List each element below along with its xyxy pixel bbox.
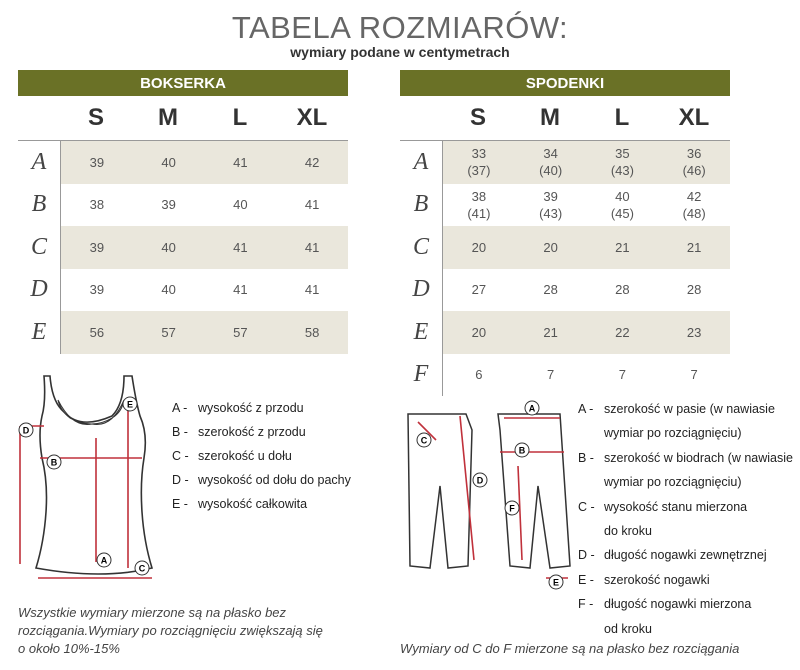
spodenki-size-row (400, 96, 730, 140)
row-values (442, 311, 730, 354)
bokserka-size-row (18, 96, 348, 140)
note-line: o około 10%-15% (18, 641, 120, 656)
cell-line: 28 (615, 282, 630, 298)
row-values (60, 141, 348, 184)
table-row (18, 184, 348, 227)
pants-outline-right (498, 414, 570, 568)
legend-item (172, 473, 351, 497)
row-label: D (30, 276, 48, 303)
size-header: XL (678, 104, 710, 131)
table-cell: 39 (89, 282, 105, 298)
table-cell (587, 281, 659, 298)
table-row (400, 269, 730, 312)
size-header: S (469, 104, 486, 131)
table-cell (515, 281, 587, 298)
table-cell (443, 324, 515, 341)
cell-line: 27 (471, 282, 487, 298)
table-cell (443, 366, 515, 383)
spodenki-table (400, 70, 730, 396)
marker-c-label: C (138, 563, 146, 574)
table-cell: 41 (233, 282, 248, 298)
pants-marker-a-label: A (528, 403, 536, 414)
legend-item (172, 497, 351, 521)
pants-marker-b-label: B (518, 445, 526, 456)
legend-key: B - (172, 425, 188, 439)
table-cell: 57 (161, 324, 176, 340)
table-cell (587, 366, 659, 383)
legend-key: C - (172, 449, 189, 463)
cell-line: 28 (543, 282, 558, 298)
cell-line: 20 (471, 239, 487, 255)
pants-diagram (400, 396, 576, 592)
spodenki-legend (578, 397, 793, 641)
legend-text-line: wysokość stanu mierzona (604, 499, 748, 514)
cell-line: 23 (686, 324, 702, 340)
legend-text-line: wymiar po rozciągnięciu) (604, 426, 742, 441)
size-header: XL (296, 104, 328, 131)
table-cell (515, 366, 587, 383)
table-cell: 41 (304, 282, 320, 298)
cell-line: (40) (539, 163, 563, 179)
bokserka-header: BOKSERKA (18, 70, 348, 96)
size-header: L (614, 104, 630, 131)
cell-line: 21 (615, 239, 630, 255)
row-values (60, 269, 348, 312)
table-cell: 56 (89, 324, 105, 340)
row-values (60, 184, 348, 227)
size-header: S (87, 104, 104, 131)
cell-line: (43) (610, 163, 634, 179)
row-values (60, 226, 348, 269)
marker-b-label: B (50, 457, 58, 468)
table-row (400, 141, 730, 184)
table-cell (443, 239, 515, 256)
table-cell: 41 (233, 154, 248, 170)
table-cell (587, 239, 659, 256)
table-row (400, 311, 730, 354)
legend-text-line: wymiar po rozciągnięciu) (604, 475, 742, 490)
table-cell: 39 (89, 154, 105, 170)
table-cell (658, 145, 730, 179)
table-cell (658, 324, 730, 341)
table-cell (658, 188, 730, 222)
cell-line: 20 (471, 324, 487, 340)
size-header: M (540, 104, 560, 131)
row-label: A (413, 148, 429, 175)
table-row (18, 141, 348, 184)
cell-line: 39 (543, 188, 558, 204)
cell-line: 20 (543, 239, 558, 255)
table-row (400, 184, 730, 227)
bokserka-note (18, 604, 323, 658)
cell-line: (46) (682, 163, 706, 179)
row-label: A (31, 148, 47, 175)
row-values (442, 184, 730, 227)
legend-key: F - (578, 597, 594, 612)
cell-line: 33 (471, 146, 487, 162)
marker-a-label: A (100, 555, 108, 566)
row-label: B (413, 191, 429, 218)
legend-key: D - (172, 473, 189, 487)
legend-text-line: szerokość w pasie (w nawiasie (604, 402, 775, 416)
table-cell (443, 145, 515, 179)
legend-item (578, 446, 793, 495)
legend-key: B - (578, 450, 594, 465)
cell-line: (41) (467, 205, 491, 221)
legend-key: A - (578, 402, 594, 416)
marker-d-label: D (22, 425, 30, 436)
legend-text-line: szerokość nogawki (604, 572, 710, 587)
size-header: M (158, 104, 178, 131)
table-cell (587, 145, 659, 179)
table-cell (515, 324, 587, 341)
cell-line: 40 (615, 188, 630, 204)
bokserka-legend (172, 401, 351, 521)
table-cell: 39 (161, 197, 176, 213)
table-cell (515, 188, 587, 222)
table-cell (587, 324, 659, 341)
pants-marker-d-label: D (476, 475, 484, 486)
legend-text: wysokość z przodu (198, 401, 304, 415)
table-cell: 40 (161, 282, 176, 298)
table-cell (658, 239, 730, 256)
table-cell (443, 281, 515, 298)
table-row (18, 311, 348, 354)
legend-text-line: szerokość w biodrach (w nawiasie (604, 450, 793, 465)
cell-line: 7 (618, 367, 626, 383)
legend-text-line: do kroku (604, 524, 652, 539)
table-cell: 41 (233, 239, 248, 255)
cell-line: 22 (615, 324, 630, 340)
row-values (442, 269, 730, 312)
legend-key: C - (578, 499, 595, 514)
row-values (442, 141, 730, 184)
legend-item (172, 449, 351, 473)
table-cell: 38 (89, 197, 105, 213)
legend-text: szerokość z przodu (198, 425, 306, 439)
legend-item (578, 592, 793, 641)
row-label: B (31, 191, 47, 218)
row-label: F (413, 361, 429, 388)
row-values (442, 354, 730, 397)
table-cell: 40 (161, 239, 176, 255)
legend-item (578, 397, 793, 446)
legend-key: A - (172, 401, 188, 415)
cell-line: (45) (610, 205, 634, 221)
table-cell: 58 (304, 324, 320, 340)
cell-line: (37) (467, 163, 491, 179)
legend-item (172, 401, 351, 425)
table-cell: 57 (233, 324, 248, 340)
legend-text-line: od kroku (604, 621, 652, 636)
row-label: E (413, 318, 429, 345)
table-row (18, 269, 348, 312)
table-cell: 41 (304, 197, 320, 213)
table-row (400, 226, 730, 269)
table-row (18, 226, 348, 269)
table-cell: 42 (304, 154, 320, 170)
row-label: E (31, 318, 47, 345)
legend-item (578, 543, 793, 567)
pants-marker-e-label: E (552, 577, 560, 588)
row-values (60, 311, 348, 354)
legend-text: wysokość od dołu do pachy (198, 473, 351, 487)
legend-text: wysokość całkowita (198, 497, 308, 511)
spodenki-header: SPODENKI (400, 70, 730, 96)
cell-line: 28 (686, 282, 702, 298)
table-cell (443, 188, 515, 222)
legend-key: E - (578, 572, 594, 587)
legend-item (172, 425, 351, 449)
page-subtitle: wymiary podane w centymetrach (290, 44, 510, 60)
legend-key: E - (172, 497, 188, 511)
legend-text: szerokość u dołu (198, 449, 292, 463)
table-row (400, 354, 730, 397)
pants-marker-c-label: C (420, 435, 428, 446)
table-cell: 40 (161, 154, 176, 170)
marker-e-label: E (126, 399, 134, 410)
table-cell: 40 (233, 197, 248, 213)
spodenki-note: Wymiary od C do F mierzone są na płasko bez rozciągania (400, 641, 740, 656)
row-label: C (30, 233, 47, 260)
cell-line: (43) (539, 205, 563, 221)
page-title: TABELA ROZMIARÓW: (231, 10, 569, 45)
cell-line: 7 (690, 367, 698, 383)
note-line: rozciągania.Wymiary po rozciągnięciu zwiększają się (18, 623, 323, 638)
table-cell (515, 239, 587, 256)
legend-key: D - (578, 548, 595, 563)
size-header: L (232, 104, 248, 131)
note-line: Wszystkie wymiary mierzone są na płasko bez (18, 605, 287, 620)
cell-line: 36 (686, 146, 702, 162)
table-cell: 41 (304, 239, 320, 255)
bokserka-rows (18, 140, 348, 354)
legend-item (578, 495, 793, 544)
table-cell: 39 (89, 239, 105, 255)
spodenki-rows (400, 140, 730, 396)
cell-line: 21 (543, 324, 558, 340)
cell-line: (48) (682, 205, 706, 221)
legend-item (578, 568, 793, 592)
tank-top-diagram (12, 372, 172, 588)
row-label: D (412, 276, 430, 303)
legend-text-line: długość nogawki mierzona (604, 597, 752, 612)
table-cell (587, 188, 659, 222)
cell-line: 42 (686, 188, 702, 204)
cell-line: 7 (547, 367, 555, 383)
cell-line: 21 (686, 239, 702, 255)
table-cell (658, 281, 730, 298)
table-cell (658, 366, 730, 383)
bokserka-table (18, 70, 348, 354)
row-values (442, 226, 730, 269)
pants-marker-f-label: F (509, 503, 515, 514)
table-cell (515, 145, 587, 179)
cell-line: 34 (543, 146, 558, 162)
legend-text-line: długość nogawki zewnętrznej (604, 548, 767, 563)
cell-line: 38 (471, 188, 487, 204)
cell-line: 35 (615, 146, 630, 162)
row-label: C (412, 233, 429, 260)
cell-line: 6 (475, 367, 483, 383)
